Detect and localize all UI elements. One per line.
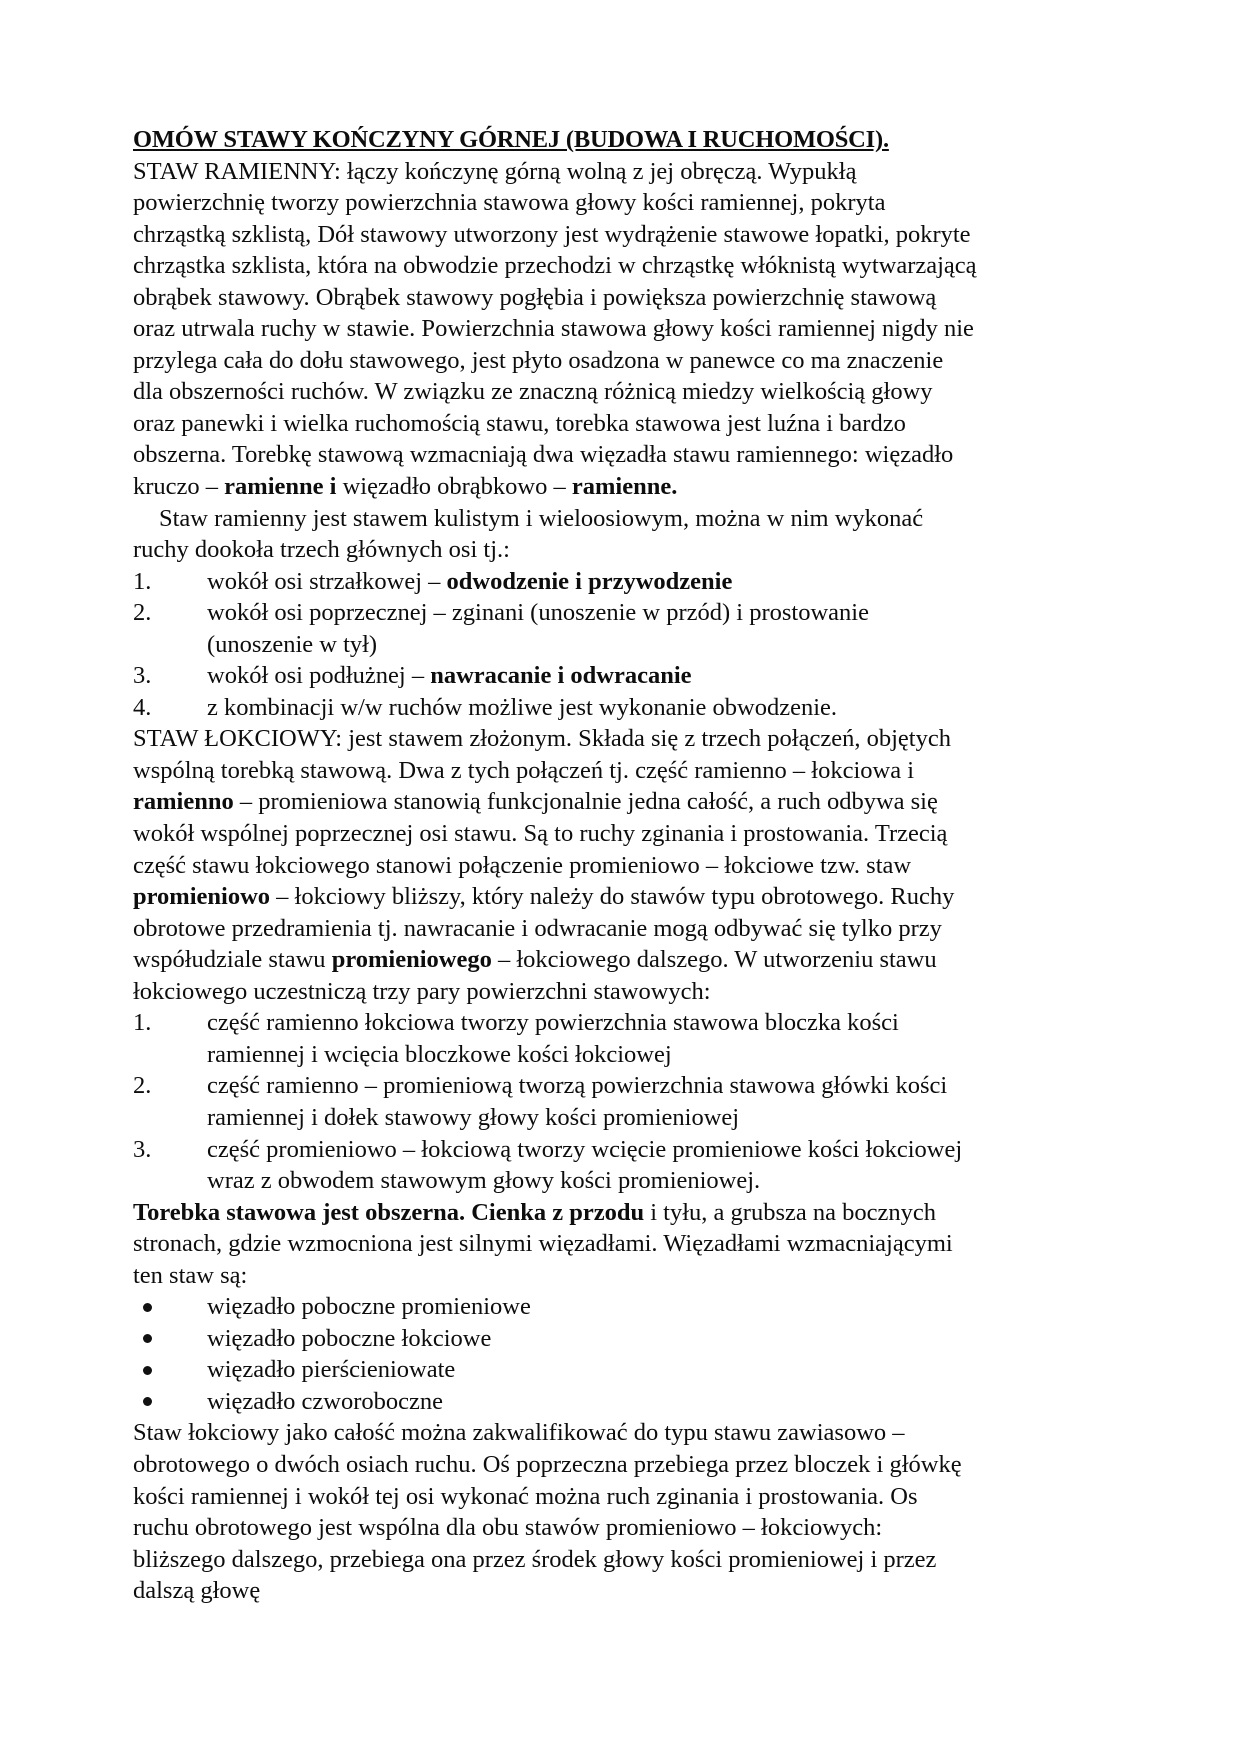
list-item-number: 2. bbox=[133, 1072, 152, 1100]
capsule-rest-text: i tyłu, a grubsza na bocznych stronach, gdzie wzmocniona jest silnymi więzadłami. Więzadłami wzmacniającymi ten staw są: bbox=[133, 1198, 953, 1289]
list-item-emphasis: odwodzenie i przywodzenie bbox=[446, 567, 733, 595]
bullet-icon bbox=[143, 1397, 152, 1406]
list-item-number: 1. bbox=[133, 1009, 152, 1037]
elbow-intro-part1: STAW ŁOKCIOWY: jest stawem złożonym. Składa się z trzech połączeń, objętych wspólną torebką stawową. Dwa z tych połączeń tj. część ramienno – łokciowa i bbox=[133, 725, 951, 784]
list-item bbox=[133, 1134, 978, 1197]
shoulder-intro-bold-ramienne-i: ramienne i bbox=[224, 473, 337, 501]
elbow-surfaces-list bbox=[133, 1007, 978, 1196]
page-title: OMÓW STAWY KOŃCZYNY GÓRNEJ (BUDOWA I RUCHOMOŚCI). bbox=[133, 126, 889, 153]
list-item bbox=[133, 1291, 978, 1323]
paragraph-elbow-intro bbox=[133, 723, 978, 1007]
document-body bbox=[133, 124, 978, 1607]
list-item-text: z kombinacji w/w ruchów możliwe jest wykonanie obwodzenie. bbox=[207, 693, 838, 721]
list-item bbox=[133, 1386, 978, 1418]
shoulder-movements-list bbox=[133, 566, 978, 724]
list-item-text: część ramienno łokciowa tworzy powierzchnia stawowa bloczka kości ramiennej i wcięcia bloczkowe kości łokciowej bbox=[207, 1009, 899, 1068]
bullet-icon bbox=[143, 1366, 152, 1375]
elbow-intro-bold-promieniowego: promieniowego bbox=[331, 946, 492, 974]
list-item bbox=[133, 597, 978, 660]
list-item bbox=[133, 1070, 978, 1133]
list-item-number: 3. bbox=[133, 1135, 152, 1163]
list-item bbox=[133, 1007, 978, 1070]
list-item-text: część ramienno – promieniową tworzą powierzchnia stawowa główki kości ramiennej i dołek stawowy głowy kości promieniowej bbox=[207, 1072, 948, 1131]
shoulder-intro-text: STAW RAMIENNY: łączy kończynę górną wolną z jej obręczą. Wypukłą powierzchnię tworzy powierzchnia stawowa głowy kości ramiennej, pokryta chrząstką szklistą, Dół stawowy utworzony jest wydrążenie stawowe łopatki, pokryte chrząstka szklista, która na obwodzie przechodzi w chrząstkę włóknistą wytwarzającą obrąbek stawowy. Obrąbek stawowy pogłębia i powiększa powierzchnię stawową oraz utrwala ruchy w stawie. Powierzchnia stawowa głowy kości ramiennej nigdy nie przylega cała do dołu stawowego, jest płyto osadzona w panewce co ma znaczenie dla obszerności ruchów. W związku ze znaczną różnicą miedzy wielkością głowy oraz panewki i wielka ruchomością stawu, torebka stawowa jest luźna i bardzo obszerna. Torebkę stawową wzmacniają dwa więzadła stawu ramiennego: więzadło kruczo – bbox=[133, 157, 977, 501]
paragraph-shoulder-intro bbox=[133, 156, 978, 503]
elbow-intro-part2: – promieniowa stanowią funkcjonalnie jedna całość, a ruch odbywa się wokół wspólnej poprzecznej osi stawu. Są to ruchy zginania i prostowania. Trzecią część stawu łokciowego stanowi połączenie promieniowo – łokciowe tzw. staw bbox=[133, 788, 948, 879]
list-item-number: 2. bbox=[133, 599, 152, 627]
list-item bbox=[133, 566, 978, 598]
list-item-text: więzadło poboczne łokciowe bbox=[207, 1324, 492, 1352]
list-item-emphasis: nawracanie i odwracanie bbox=[430, 662, 692, 690]
list-item-text: wokół osi strzałkowej – bbox=[207, 567, 447, 595]
list-item-text: część promieniowo – łokciową tworzy wcięcie promieniowe kości łokciowej wraz z obwodem stawowym głowy kości promieniowej. bbox=[207, 1135, 963, 1195]
paragraph-shoulder-axes-lead: Staw ramienny jest stawem kulistym i wieloosiowym, można w nim wykonać ruchy dookoła trzech głównych osi tj.: bbox=[133, 504, 924, 564]
capsule-bold-text: Torebka stawowa jest obszerna. Cienka z przodu bbox=[133, 1198, 645, 1226]
elbow-intro-bold-ramienno: ramienno bbox=[133, 788, 234, 816]
list-item bbox=[133, 660, 978, 692]
list-item bbox=[133, 1323, 978, 1355]
list-item-number: 1. bbox=[133, 567, 152, 595]
paragraph-closing: Staw łokciowy jako całość można zakwalifikować do typu stawu zawiasowo – obrotowego o dwóch osiach ruchu. Oś poprzeczna przebiega przez bloczek i główkę kości ramiennej i wokół tej osi wykonać można ruch zginania i prostowania. Os ruchu obrotowego jest wspólna dla obu stawów promieniowo – łokciowych: bliższego dalszego, przebiega ona przez środek głowy kości promieniowej i przez dalszą głowę bbox=[133, 1419, 962, 1605]
list-item-text: więzadło pierścieniowate bbox=[207, 1356, 456, 1384]
list-item-text: wokół osi podłużnej – bbox=[207, 662, 431, 690]
list-item-text: więzadło poboczne promieniowe bbox=[207, 1293, 531, 1321]
list-item-text: więzadło czworoboczne bbox=[207, 1387, 444, 1415]
list-item bbox=[133, 692, 978, 724]
elbow-intro-part3: – łokciowy bliższy, który należy do stawów typu obrotowego. Ruchy obrotowe przedramienia tj. nawracanie i odwracanie mogą odbywać się tylko przy współudziale stawu bbox=[133, 883, 955, 974]
elbow-intro-bold-promieniowo: promieniowo bbox=[133, 883, 271, 911]
bullet-icon bbox=[143, 1303, 152, 1312]
shoulder-intro-bold-ramienne: ramienne. bbox=[571, 473, 678, 501]
paragraph-capsule bbox=[133, 1197, 978, 1292]
list-item bbox=[133, 1354, 978, 1386]
ligaments-list bbox=[133, 1291, 978, 1417]
elbow-intro-part4: – łokciowego dalszego. W utworzeniu stawu łokciowego uczestniczą trzy pary powierzchni stawowych: bbox=[133, 946, 937, 1005]
list-item-number: 3. bbox=[133, 662, 152, 690]
list-item-number: 4. bbox=[133, 693, 152, 721]
bullet-icon bbox=[143, 1334, 152, 1343]
shoulder-intro-continued: więzadło obrąbkowo – bbox=[342, 473, 572, 501]
list-item-text: wokół osi poprzecznej – zginani (unoszenie w przód) i prostowanie (unoszenie w tył) bbox=[207, 599, 869, 658]
